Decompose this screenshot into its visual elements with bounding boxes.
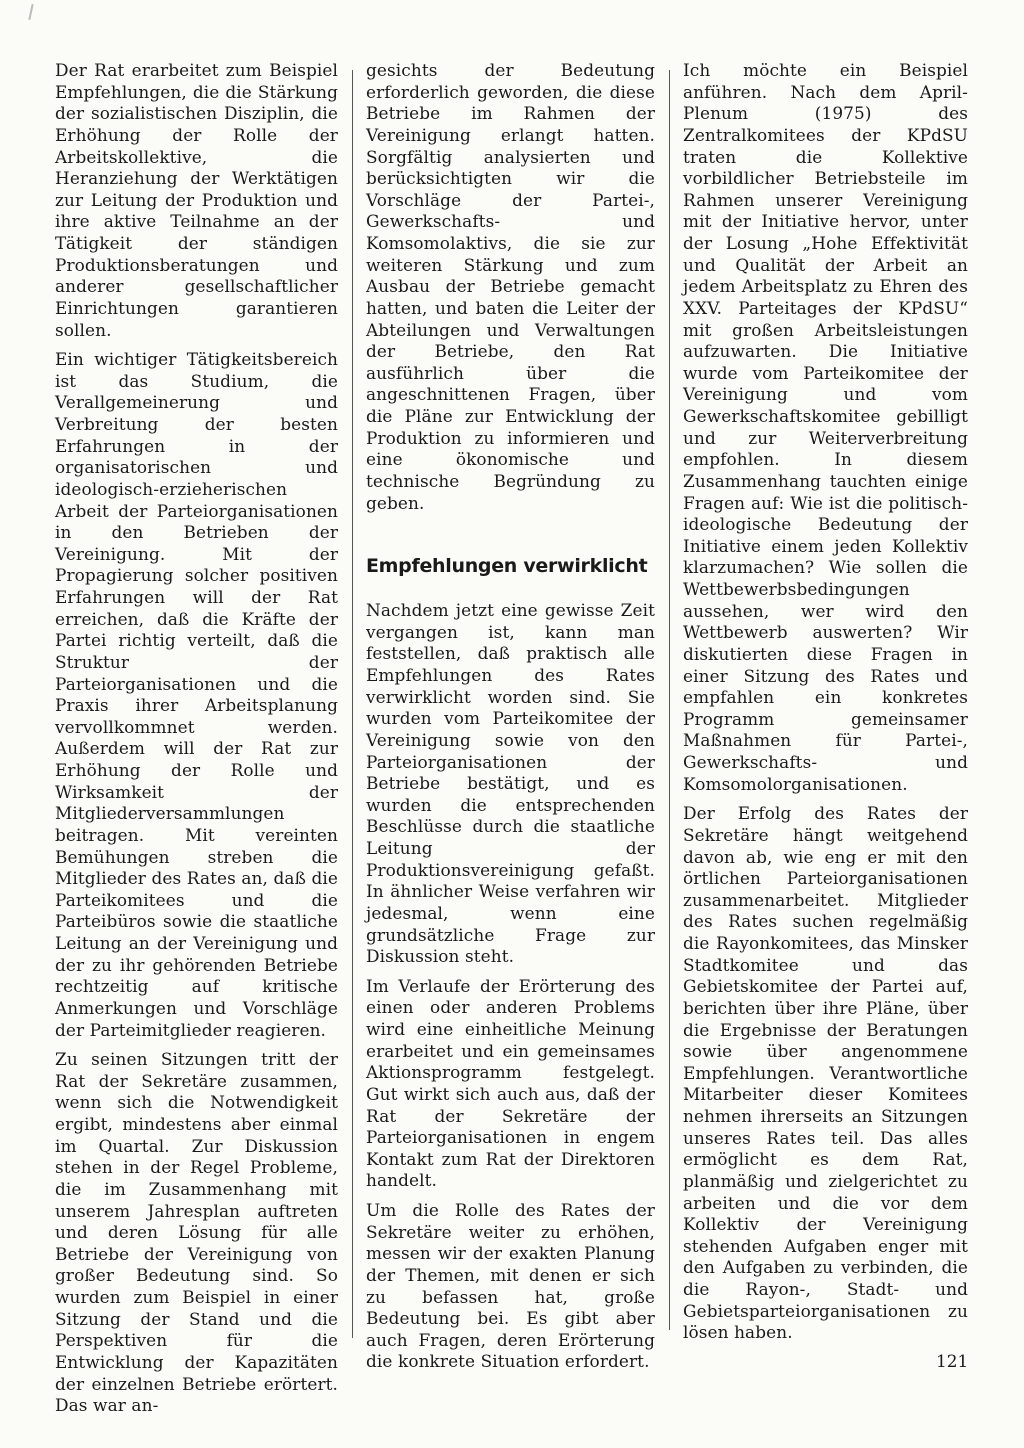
column-rule (669, 70, 670, 1330)
paragraph: Ich möchte ein Beispiel anführen. Nach dem April-Plenum (1975) des Zentralkomitees der KPdSU traten die Kollektive vorbildlicher Betriebsteile im Rahmen unserer Vereinigung mit der Initiative hervor, unter der Losung „Hohe Effektivität und Qualität der Arbeit an jedem Arbeitsplatz zu Ehren des XXV. Parteitages der KPdSU“ mit großen Arbeitsleistungen aufzuwarten. Die Initiative wurde vom Parteikomitee der Vereinigung und vom Gewerkschaftskomitee gebilligt und zur Weiterverbreitung empfohlen. In diesem Zusammenhang tauchten einige Fragen auf: Wie ist die politisch-ideologische Bedeutung der Initiative einem jeden Kollektiv klarzumachen? Wie sollen die Wettbewerbsbedingungen aussehen, wer wird den Wettbewerb auswerten? Wir diskutierten diese Fragen in einer Sitzung des Rates und empfahlen ein konkretes Programm gemeinsamer Maßnahmen für Partei-, Gewerkschafts- und Komsomolorganisationen. (683, 60, 968, 794)
page-number: 121 (936, 1351, 969, 1371)
paragraph: Um die Rolle des Rates der Sekretäre weiter zu erhöhen, messen wir der exakten Planung der Themen, mit denen er sich zu befassen hat, große Bedeutung bei. Es gibt aber auch Fragen, deren Erörterung die konkrete Situation erfordert. (366, 1200, 655, 1372)
paragraph: Zu seinen Sitzungen tritt der Rat der Sekretäre zusammen, wenn sich die Notwendigkeit ergibt, mindestens aber einmal im Quartal. Zur Diskussion stehen in der Regel Probleme, die im Zusammenhang mit unserem Jahresplan auftreten und deren Lösung für alle Betriebe der Vereinigung von großer Bedeutung sind. So wurden zum Beispiel in einer Sitzung der Stand und die Perspektiven für die Entwicklung der Kapazitäten der einzelnen Betriebe erörtert. Das war an- (55, 1049, 338, 1416)
column-1 (55, 60, 338, 1425)
column-3 (683, 60, 968, 1352)
paragraph: Im Verlaufe der Erörterung des einen oder anderen Problems wird eine einheitliche Meinung erarbeitet und ein gemeinsames Aktionsprogramm festgelegt. Gut wirkt sich auch aus, daß der Rat der Sekretäre der Parteiorganisationen in engem Kontakt zum Rat der Direktoren handelt. (366, 975, 655, 1191)
paragraph: Ein wichtiger Tätigkeitsbereich ist das Studium, die Verallgemeinerung und Verbreitung der besten Erfahrungen in der organisatorischen und ideologisch-erzieherischen Arbeit der Parteiorganisationen in den Betrieben der Vereinigung. Mit der Propagierung solcher positiven Erfahrungen will der Rat erreichen, daß die Kräfte der Partei richtig verteilt, daß die Struktur der Parteiorganisationen und die Praxis ihrer Arbeitsplanung vervollkommnet werden. Außerdem will der Rat zur Erhöhung der Rolle und Wirksamkeit der Mitgliederversammlungen beitragen. Mit vereinten Bemühungen streben die Mitglieder des Rates an, daß die Parteikomitees und die Parteibüros sowie die staatliche Leitung an der Vereinigung und der zu ihr gehörenden Betriebe rechtzeitig auf kritische Anmerkungen und Vorschläge der Parteimitglieder reagieren. (55, 349, 338, 1040)
paragraph: Der Erfolg des Rates der Sekretäre hängt weitgehend davon ab, wie eng er mit den örtlichen Parteiorganisationen zusammenarbeitet. Mitglieder des Rates suchen regelmäßig die Rayonkomitees, das Minsker Stadtkomitee und das Gebietskomitee der Partei auf, berichten über ihre Pläne, über die Ergebnisse der Beratungen sowie über angenommene Empfehlungen. Verantwortliche Mitarbeiter dieser Komitees nehmen ihrerseits an Sitzungen unseres Rates teil. Das alles ermöglicht es dem Rat, planmäßig und zielgerichtet zu arbeiten und die vor dem Kollektiv der Vereinigung stehenden Aufgaben enger mit den Aufgaben zu verbinden, die die Rayon-, Stadt- und Gebietsparteiorganisationen zu lösen haben. (683, 803, 968, 1343)
paragraph: Nachdem jetzt eine gewisse Zeit vergangen ist, kann man feststellen, daß praktisch alle Empfehlungen des Rates verwirklicht worden sind. Sie wurden vom Parteikomitee der Vereinigung sowie von den Parteiorganisationen der Betriebe bestätigt, und es wurden die entsprechenden Beschlüsse durch die staatliche Leitung der Produktionsvereinigung gefaßt. In ähnlicher Weise verfahren wir jedesmal, wenn eine grundsätzliche Frage zur Diskussion steht. (366, 600, 655, 967)
paragraph: gesichts der Bedeutung erforderlich geworden, die diese Betriebe im Rahmen der Vereinigung erlangt hatten. Sorgfältig analysierten und berücksichtigten wir die Vorschläge der Partei-, Gewerkschafts- und Komsomolaktivs, die sie zur weiteren Stärkung und zum Ausbau der Betriebe gemacht hatten, und baten die Leiter der Abteilungen und Verwaltungen der Betriebe, den Rat ausführlich über die angeschnittenen Fragen, über die Pläne zur Entwicklung der Produktion zu informieren und eine ökonomische und technische Begründung zu geben. (366, 60, 655, 513)
column-rule (352, 70, 353, 1338)
scan-mark (28, 4, 33, 20)
column-2 (366, 60, 655, 1381)
section-heading: Empfehlungen verwirklicht (366, 555, 648, 578)
paragraph: Der Rat erarbeitet zum Beispiel Empfehlungen, die die Stärkung der sozialistischen Disziplin, die Erhöhung der Rolle der Arbeitskollektive, die Heranziehung der Werktätigen zur Leitung der Produktion und ihre aktive Teilnahme an der Tätigkeit der ständigen Produktionsberatungen und anderer gesellschaftlicher Einrichtungen garantieren sollen. (55, 60, 338, 340)
